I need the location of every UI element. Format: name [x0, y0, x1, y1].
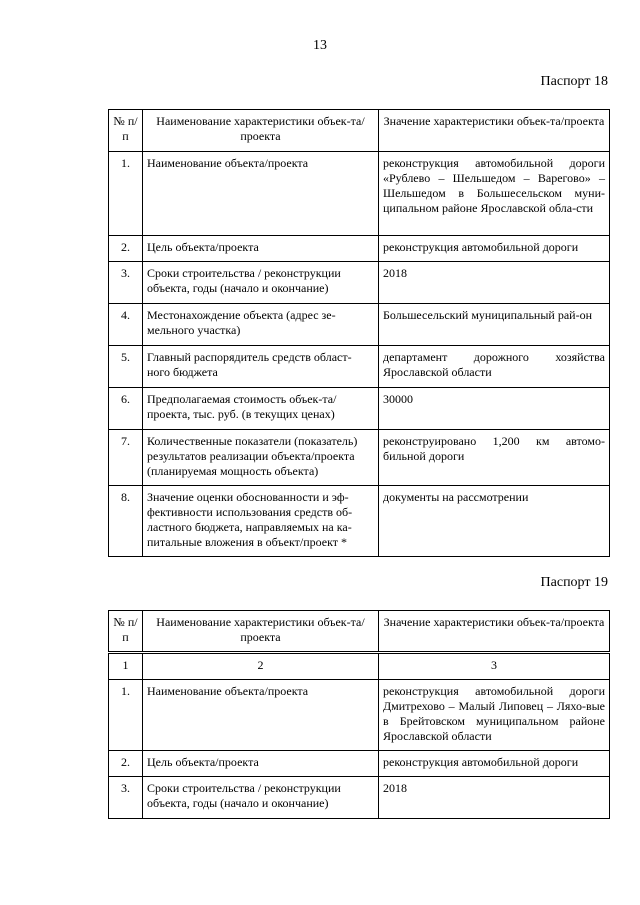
- table-row: [109, 346, 610, 388]
- row-num: 7.: [109, 430, 143, 486]
- row-value: реконструкция автомобильной дороги: [379, 751, 610, 777]
- row-name: Количественные показатели (показатель) результатов реализации объекта/проекта (планируемая мощность объекта): [143, 430, 379, 486]
- row-num: 8.: [109, 486, 143, 557]
- passport-18-title: Паспорт 18: [540, 74, 608, 89]
- row-value: 2018: [379, 777, 610, 819]
- passport-18-table: [108, 109, 610, 557]
- row-value: Большесельский муниципальный рай-он: [379, 304, 610, 346]
- table-row: [109, 152, 610, 236]
- row-name: Наименование объекта/проекта: [143, 152, 379, 236]
- page-number: 13: [313, 38, 327, 53]
- table-row: [109, 751, 610, 777]
- row-value: реконструкция автомобильной дороги: [379, 236, 610, 262]
- row-name: Цель объекта/проекта: [143, 236, 379, 262]
- table-row: [109, 304, 610, 346]
- column-index-row: [109, 653, 610, 680]
- column-index: 2: [143, 653, 379, 680]
- table-header-row: [109, 110, 610, 152]
- row-num: 3.: [109, 777, 143, 819]
- table-row: [109, 262, 610, 304]
- row-num: 4.: [109, 304, 143, 346]
- table-row: [109, 680, 610, 751]
- row-value: документы на рассмотрении: [379, 486, 610, 557]
- header-num: № п/п: [109, 611, 143, 653]
- row-num: 1.: [109, 680, 143, 751]
- passport-19-table: [108, 610, 610, 819]
- row-name: Наименование объекта/проекта: [143, 680, 379, 751]
- table-row: [109, 430, 610, 486]
- table-row: [109, 777, 610, 819]
- table-row: [109, 388, 610, 430]
- row-name: Местонахождение объекта (адрес зе-мельного участка): [143, 304, 379, 346]
- row-value: 30000: [379, 388, 610, 430]
- row-num: 6.: [109, 388, 143, 430]
- header-characteristic-value: Значение характеристики объек-та/проекта: [379, 110, 610, 152]
- column-index: 3: [379, 653, 610, 680]
- row-name: Сроки строительства / реконструкции объекта, годы (начало и окончание): [143, 777, 379, 819]
- table-header-row: [109, 611, 610, 653]
- row-name: Цель объекта/проекта: [143, 751, 379, 777]
- row-num: 1.: [109, 152, 143, 236]
- header-characteristic-name: Наименование характеристики объек-та/проекта: [143, 611, 379, 653]
- header-num: № п/п: [109, 110, 143, 152]
- table-row: [109, 236, 610, 262]
- column-index: 1: [109, 653, 143, 680]
- row-name: Значение оценки обоснованности и эф-фективности использования средств об-ластного бюджета, направляемых на ка-питальные вложения в объект/проект *: [143, 486, 379, 557]
- row-name: Главный распорядитель средств област-ного бюджета: [143, 346, 379, 388]
- row-value: реконструкция автомобильной дороги Дмитрехово – Малый Липовец – Ляхо-вые в Брейтовском муниципальном районе Ярославской области: [379, 680, 610, 751]
- row-num: 2.: [109, 751, 143, 777]
- row-value: реконструкция автомобильной дороги «Рублево – Шельшедом – Варегово» – Шельшедом в Большесельском муни-ципальном районе Ярославской обла-сти: [379, 152, 610, 236]
- row-num: 5.: [109, 346, 143, 388]
- row-value: реконструировано 1,200 км автомо-бильной дороги: [379, 430, 610, 486]
- row-name: Предполагаемая стоимость объек-та/проекта, тыс. руб. (в текущих ценах): [143, 388, 379, 430]
- header-characteristic-name: Наименование характеристики объек-та/проекта: [143, 110, 379, 152]
- row-value: департамент дорожного хозяйства Ярославской области: [379, 346, 610, 388]
- row-num: 3.: [109, 262, 143, 304]
- passport-19-title: Паспорт 19: [540, 575, 608, 590]
- header-characteristic-value: Значение характеристики объек-та/проекта: [379, 611, 610, 653]
- row-name: Сроки строительства / реконструкции объекта, годы (начало и окончание): [143, 262, 379, 304]
- row-value: 2018: [379, 262, 610, 304]
- row-num: 2.: [109, 236, 143, 262]
- table-row: [109, 486, 610, 557]
